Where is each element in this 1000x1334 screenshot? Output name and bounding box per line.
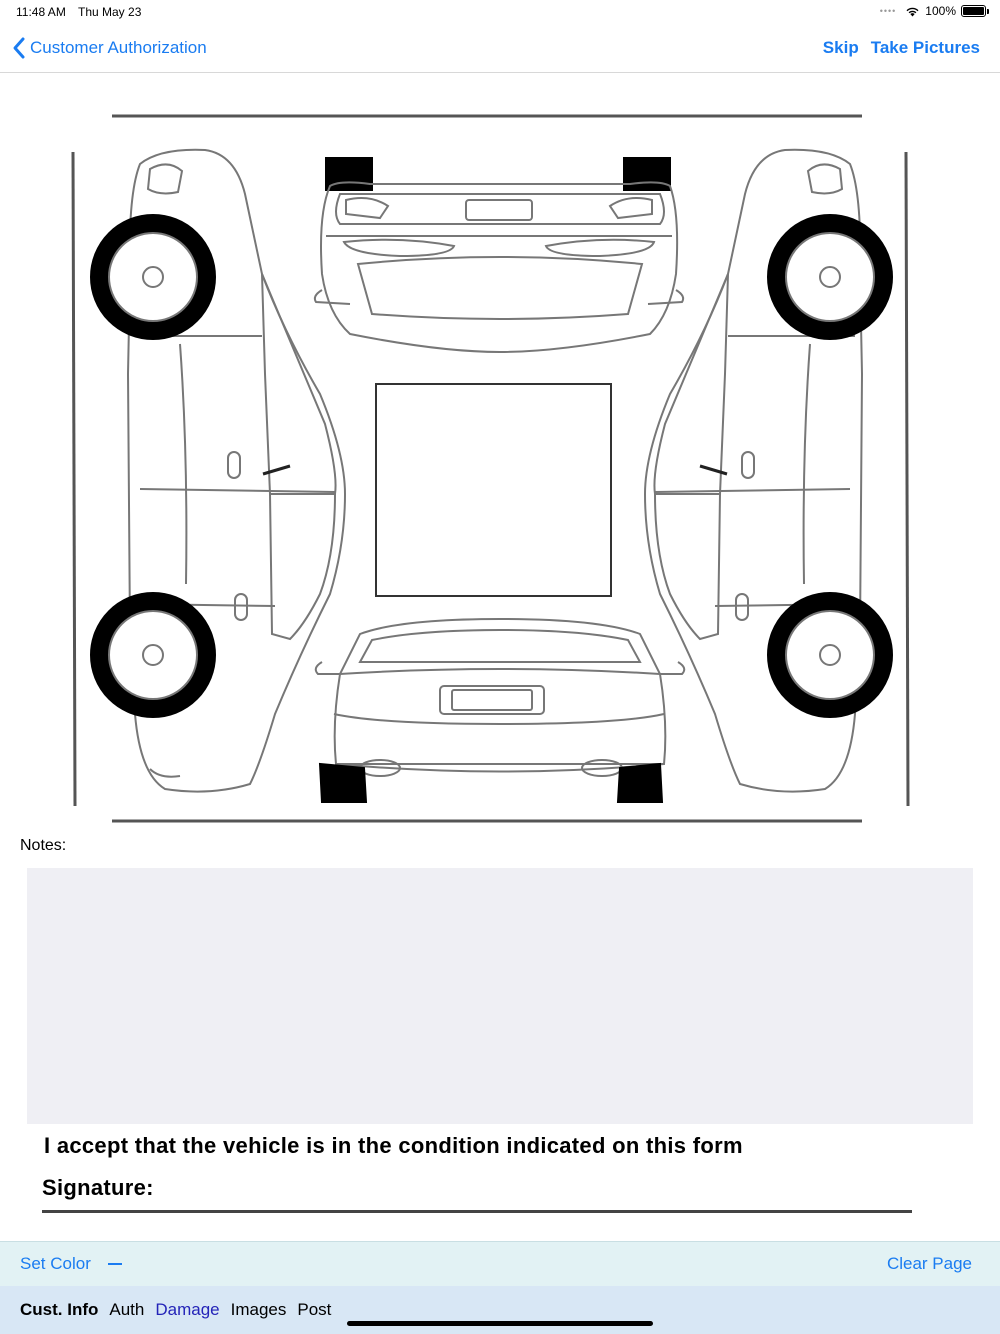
tab-auth[interactable]: Auth [109, 1300, 145, 1319]
home-indicator [347, 1321, 653, 1326]
status-time: 11:48 AM [16, 5, 66, 19]
drawing-toolbar [0, 1241, 1000, 1286]
tab-cust-info[interactable]: Cust. Info [20, 1300, 99, 1319]
status-date: Thu May 23 [78, 5, 142, 19]
back-button[interactable] [10, 36, 207, 60]
acceptance-statement: I accept that the vehicle is in the condition indicated on this form [44, 1133, 743, 1158]
current-color-swatch[interactable] [108, 1263, 122, 1265]
status-indicators [880, 4, 986, 18]
battery-icon [961, 5, 986, 17]
skip-button[interactable]: Skip [822, 38, 859, 57]
status-bar [0, 0, 1000, 24]
vehicle-outline-drawing [0, 74, 1000, 834]
tab-damage[interactable]: Damage [155, 1300, 220, 1319]
notes-input[interactable] [27, 868, 973, 1124]
notes-label: Notes: [20, 837, 67, 854]
signal-icon: •••• [879, 6, 897, 16]
navigation-bar [0, 24, 1000, 73]
wifi-icon [905, 6, 920, 17]
signature-label: Signature: [42, 1175, 154, 1200]
signature-line[interactable] [42, 1210, 912, 1213]
tab-bar [0, 1286, 1000, 1334]
take-pictures-button[interactable]: Take Pictures [870, 38, 980, 57]
clear-page-button[interactable]: Clear Page [886, 1254, 972, 1273]
set-color-button[interactable]: Set Color [20, 1254, 91, 1273]
back-button-label: Customer Authorization [30, 38, 207, 57]
tab-images[interactable]: Images [230, 1300, 287, 1319]
chevron-left-icon [10, 36, 28, 60]
battery-percent: 100% [925, 4, 956, 18]
vehicle-damage-diagram[interactable] [0, 74, 1000, 834]
tab-post[interactable]: Post [297, 1300, 332, 1319]
